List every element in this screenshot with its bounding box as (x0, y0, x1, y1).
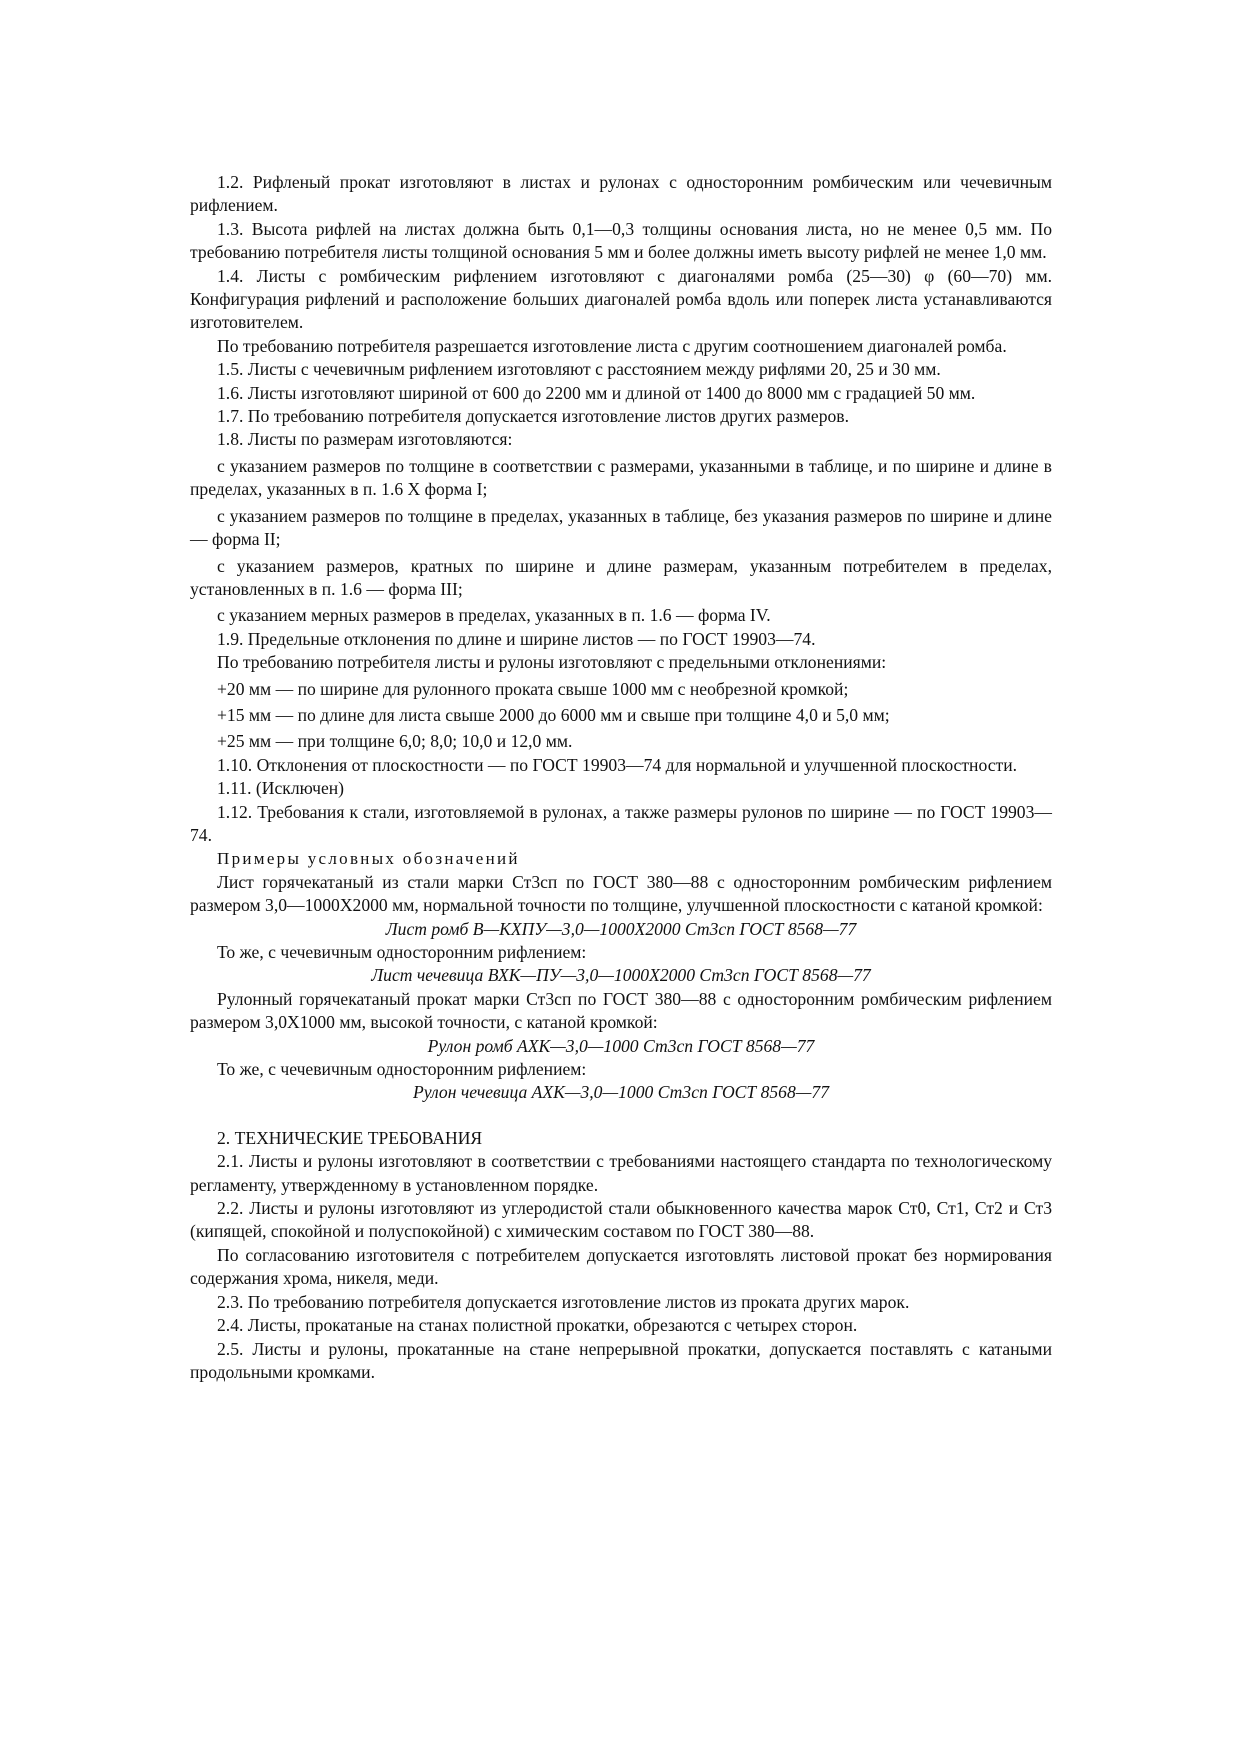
paragraph-form-4: с указанием мерных размеров в пределах, указанных в п. 1.6 — форма IV. (217, 605, 771, 626)
paragraph-1-5: 1.5. Листы с чечевичным рифлением изготовляют с расстоянием между рифлями 20, 25 и 30 мм. (217, 359, 941, 380)
paragraph-tolerance-15: +15 мм — по длине для листа свыше 2000 до 6000 мм и свыше при толщине 4,0 и 5,0 мм; (217, 704, 890, 725)
paragraph-1-3: 1.3. Высота рифлей на листах должна быть 0,1—0,3 толщины основания листа, но не менее 0,5 мм. По требованию потребителя листы толщиной основания 5 мм и более должны иметь высоту рифлей не менее 1,0 мм. (190, 218, 1052, 263)
paragraph-1-12: 1.12. Требования к стали, изготовляемой в рулонах, а также размеры рулонов по ширине — по ГОСТ 19903—74. (190, 801, 1052, 845)
example-roll-lentil-designation: Рулон чечевица АХК—3,0—1000 Ст3сп ГОСТ 8568—77 (412, 1082, 830, 1103)
paragraph-form-1: с указанием размеров по толщине в соответствии с размерами, указанными в таблице, и по ширине и длине в пределах, указанных в п. 1.6 X форма I; (190, 455, 1052, 500)
paragraph-1-10: 1.10. Отклонения от плоскостности — по ГОСТ 19903—74 для нормальной и улучшенной плоскостности. (217, 754, 1018, 775)
paragraph-1-9: 1.9. Предельные отклонения по длине и ширине листов — по ГОСТ 19903—74. (217, 628, 816, 649)
paragraph-1-4-note: По требованию потребителя разрешается изготовление листа с другим соотношением диагоналей ромба. (217, 335, 1007, 356)
paragraph-form-3: с указанием размеров, кратных по ширине и длине размерам, указанным потребителем в пределах, установленных в п. 1.6 — форма III; (190, 555, 1052, 599)
example-sheet-rhombic-designation: Лист ромб В—КХПУ—3,0—1000X2000 Ст3сп ГОСТ 8568—77 (385, 918, 857, 939)
example-roll-rhombic-text: Рулонный горячекатаный прокат марки Ст3сп по ГОСТ 380—88 с односторонним ромбическим рифлением размером 3,0X1000 мм, высокой точности, с катаной кромкой: (190, 988, 1052, 1033)
paragraph-1-7: 1.7. По требованию потребителя допускается изготовление листов других размеров. (217, 406, 850, 427)
paragraph-1-11: 1.11. (Исключен) (217, 778, 345, 799)
paragraph-form-2: с указанием размеров по толщине в пределах, указанных в таблице, без указания размеров по ширине и длине — форма II; (190, 505, 1052, 550)
paragraph-tolerance-25: +25 мм — при толщине 6,0; 8,0; 10,0 и 12,0 мм. (217, 731, 573, 752)
paragraph-1-2: 1.2. Рифленый прокат изготовляют в листах и рулонах с односторонним ромбическим или чечевичным рифлением. (190, 172, 1052, 216)
paragraph-1-9-note: По требованию потребителя листы и рулоны изготовляют с предельными отклонениями: (217, 652, 887, 673)
example-roll-lentil-text: То же, с чечевичным односторонним рифлением: (217, 1059, 587, 1080)
paragraph-tolerance-20: +20 мм — по ширине для рулонного проката свыше 1000 мм с необрезной кромкой; (217, 678, 849, 699)
paragraph-2-2-note: По согласованию изготовителя с потребителем допускается изготовлять листовой прокат без нормирования содержания хрома, никеля, меди. (190, 1244, 1052, 1289)
document-page (190, 171, 1052, 1384)
section-2-title: 2. ТЕХНИЧЕСКИЕ ТРЕБОВАНИЯ (217, 1127, 483, 1148)
paragraph-1-8: 1.8. Листы по размерам изготовляются: (217, 429, 513, 450)
example-sheet-rhombic-text: Лист горячекатаный из стали марки Ст3сп по ГОСТ 380—88 с односторонним ромбическим рифлением размером 3,0—1000X2000 мм, нормальной точности по толщине, улучшенной плоскостности с катаной кромкой: (190, 871, 1052, 916)
example-roll-rhombic-designation: Рулон ромб АХК—3,0—1000 Ст3сп ГОСТ 8568—77 (427, 1035, 815, 1056)
example-sheet-lentil-designation: Лист чечевица ВХК—ПУ—3,0—1000X2000 Ст3сп ГОСТ 8568—77 (371, 965, 871, 986)
paragraph-2-4: 2.4. Листы, прокатаные на станах полистной прокатки, обрезаются с четырех сторон. (217, 1315, 858, 1336)
paragraph-2-3: 2.3. По требованию потребителя допускается изготовление листов из проката других марок. (217, 1291, 910, 1312)
examples-heading: Примеры условных обозначений (217, 849, 520, 869)
paragraph-1-6: 1.6. Листы изготовляют шириной от 600 до 2200 мм и длиной от 1400 до 8000 мм с градацией 50 мм. (217, 382, 976, 403)
paragraph-2-2: 2.2. Листы и рулоны изготовляют из углеродистой стали обыкновенного качества марок Ст0, Ст1, Ст2 и Ст3 (кипящей, спокойной и полуспокойной) с химическим составом по ГОСТ 380—88. (190, 1198, 1052, 1242)
example-sheet-lentil-text: То же, с чечевичным односторонним рифлением: (217, 942, 587, 962)
paragraph-2-1: 2.1. Листы и рулоны изготовляют в соответствии с требованиями настоящего стандарта по технологическому регламенту, утвержденному в установленном порядке. (190, 1151, 1052, 1195)
paragraph-1-4: 1.4. Листы с ромбическим рифлением изготовляют с диагоналями ромба (25—30) φ (60—70) мм. Конфигурация рифлений и расположение больших диагоналей ромба вдоль или поперек листа устанавливаются изготовителем. (190, 265, 1052, 333)
paragraph-2-5: 2.5. Листы и рулоны, прокатанные на стане непрерывной прокатки, допускается поставлять с катаными продольными кромками. (190, 1338, 1052, 1382)
